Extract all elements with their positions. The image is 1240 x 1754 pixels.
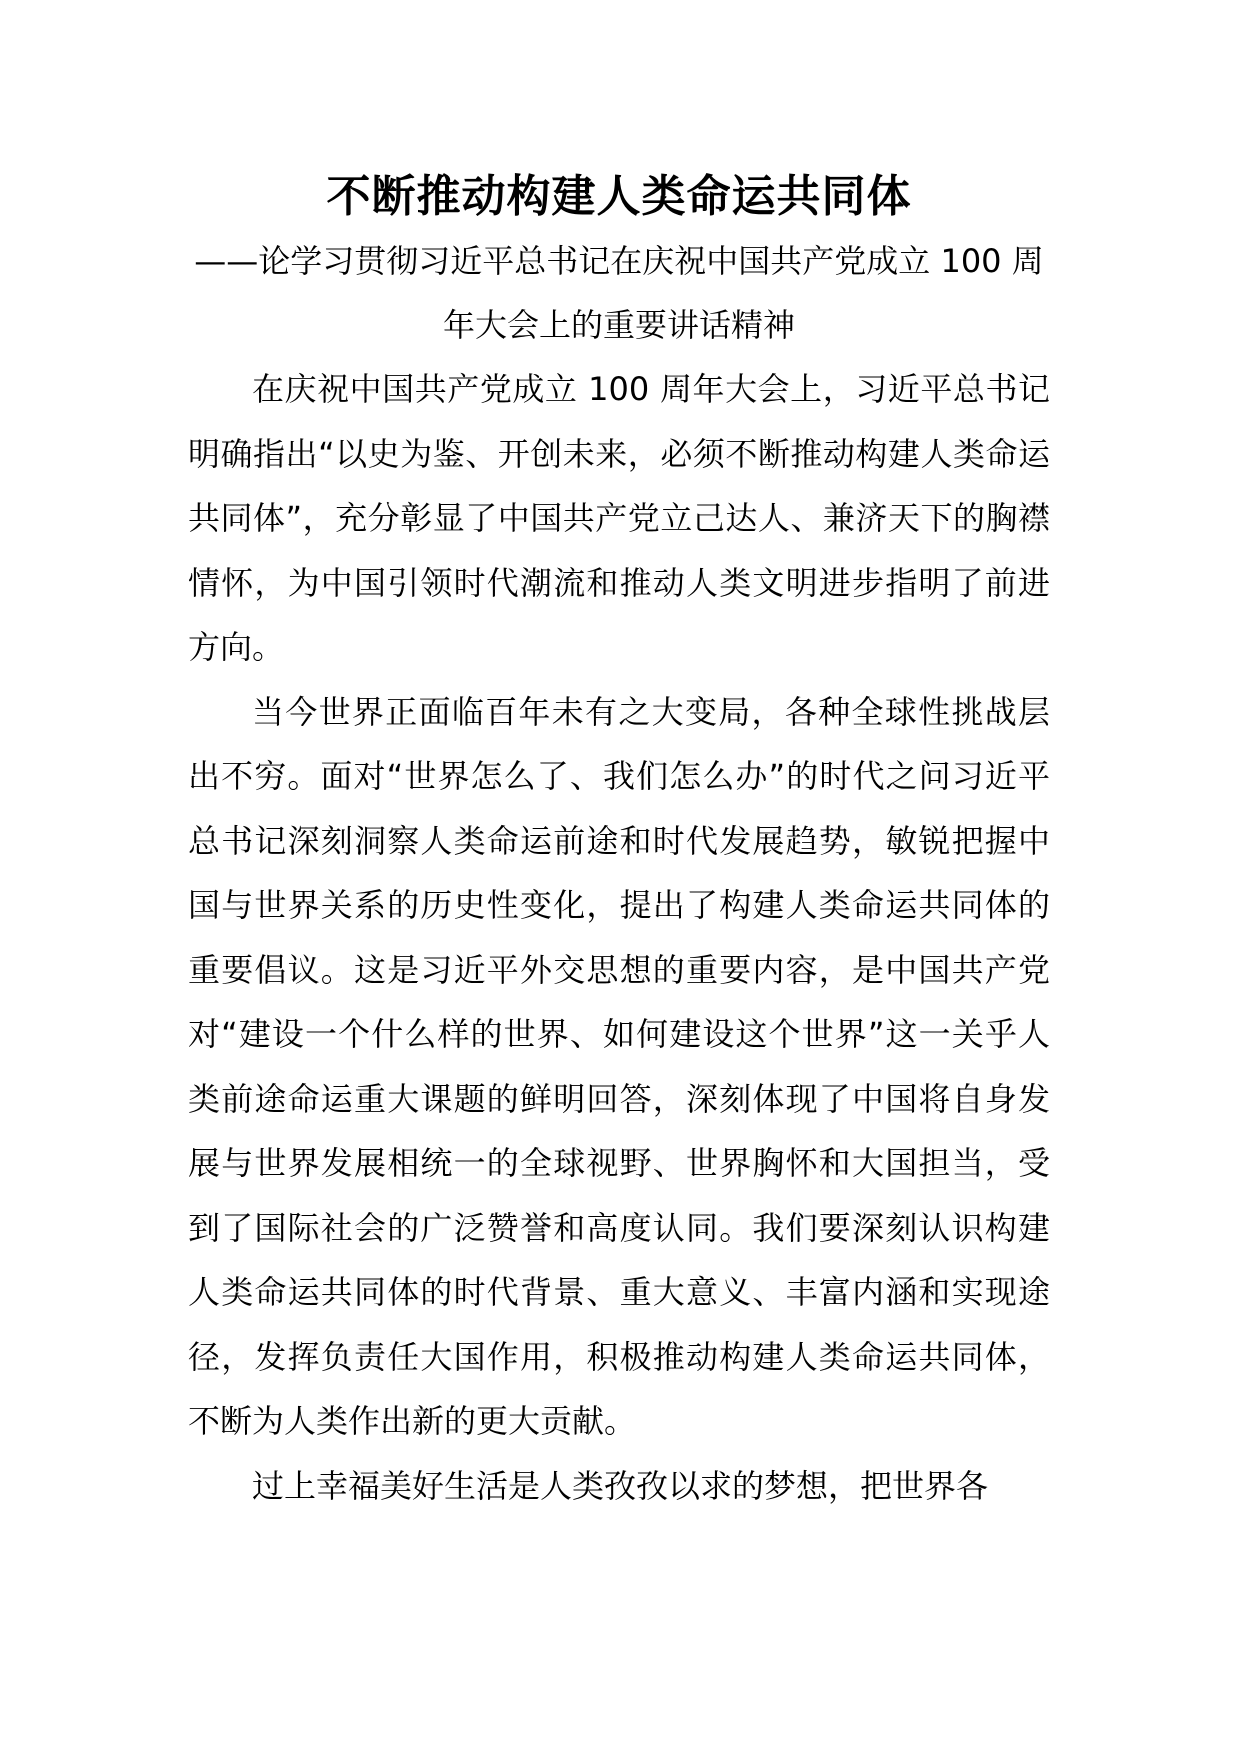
body-paragraph-3: 过上幸福美好生活是人类孜孜以求的梦想，把世界各 — [252, 1466, 989, 1505]
body-paragraph-2: 当今世界正面临百年未有之大变局，各种全球性挑战层出不穷。面对“世界怎么了、我们怎么办”的时代之问习近平总书记深刻洞察人类命运前途和时代发展趋势，敏锐把握中国与世界关系的历史性变化，提出了构建人类命运共同体的重要倡议。这是习近平外交思想的重要内容，是中国共产党对“建设一个什么样的世界、如何建设这个世界”这一关乎人类前途命运重大课题的鲜明回答，深刻体现了中国将自身发展与世界发展相统一的全球视野、世界胸怀和大国担当，受到了国际社会的广泛赞誉和高度认同。我们要深刻认识构建人类命运共同体的时代背景、重大意义、丰富内涵和实现途径，发挥负责任大国作用，积极推动构建人类命运共同体，不断为人类作出新的更大贡献。 — [188, 692, 1050, 1440]
body-paragraph-1: 在庆祝中国共产党成立 100 周年大会上，习近平总书记明确指出“以史为鉴、开创未来，必须不断推动构建人类命运共同体”，充分彰显了中国共产党立己达人、兼济天下的胸襟情怀，为中国引领时代潮流和推动人类文明进步指明了前进方向。 — [188, 370, 1050, 666]
document-content — [188, 165, 1050, 1518]
subtitle-line-2: 年大会上的重要讲话精神 — [442, 306, 795, 344]
subtitle-line-1: ——论学习贯彻习近平总书记在庆祝中国共产党成立 100 周 — [194, 242, 1044, 280]
document-subtitle — [188, 229, 1050, 357]
document-title: 不断推动构建人类命运共同体 — [326, 171, 912, 222]
